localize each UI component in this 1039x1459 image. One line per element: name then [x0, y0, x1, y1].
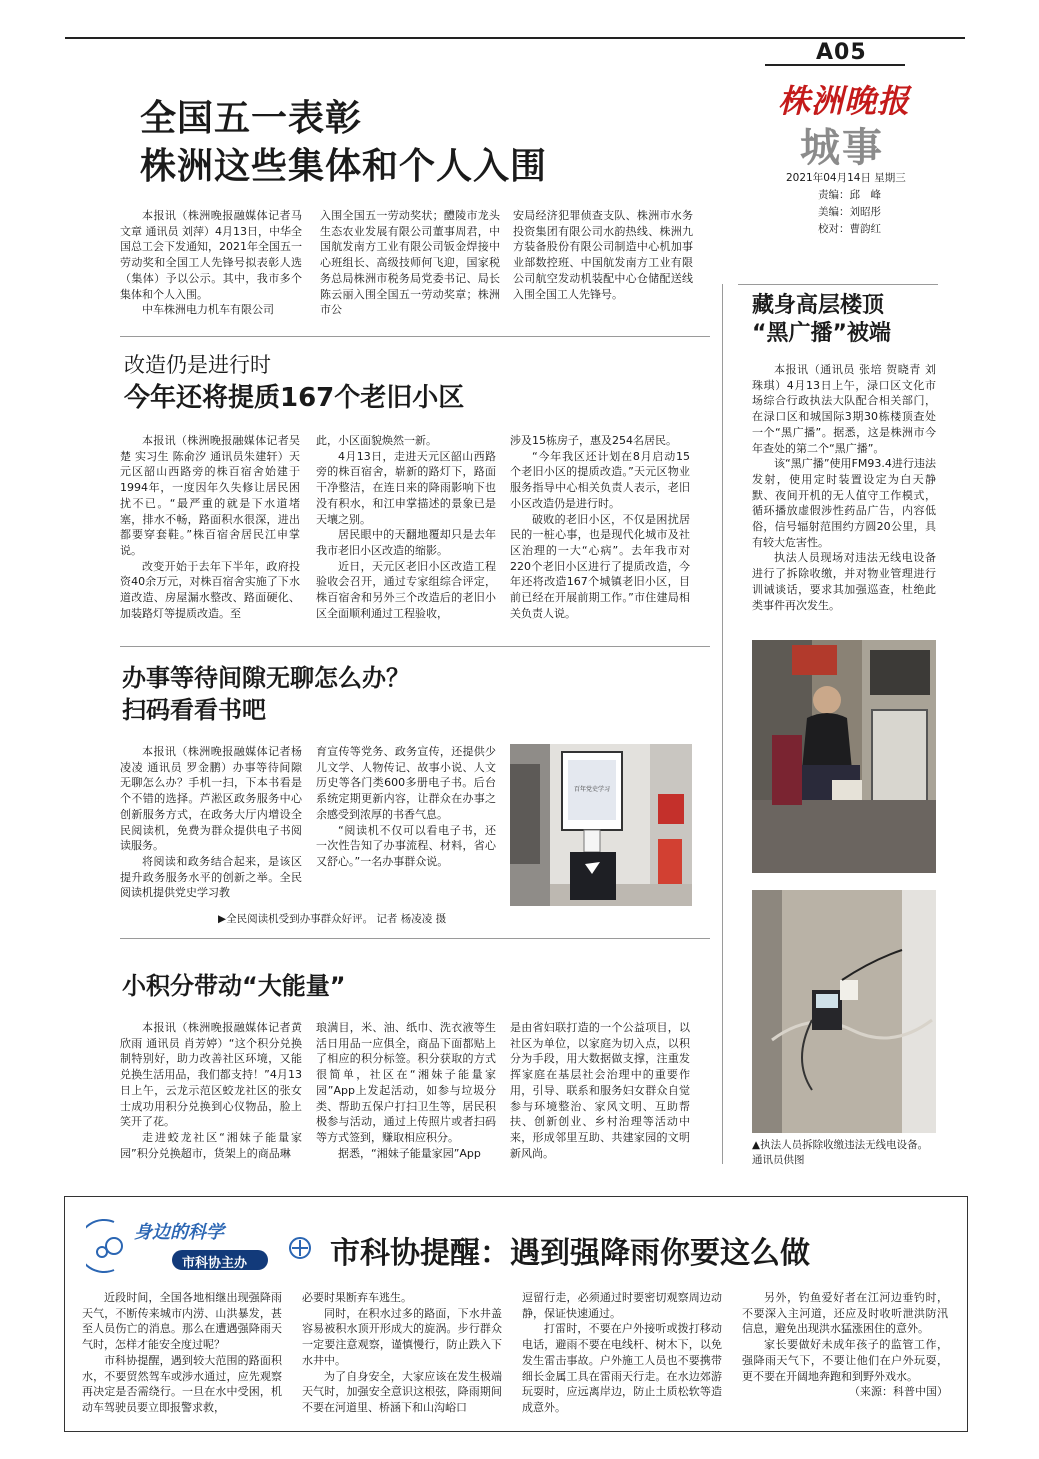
device-illustration — [752, 890, 936, 1133]
reading-col-2: 育宣传等党务、政务宣传，还提供少儿文学、人物传记、故事小说、人文历史等各门类600多册电子书。后台系统定期更新内容，让群众在办事之余感受到浓厚的书香气息。 “阅读机不仅可以看电子书，还一次性告知了办事流程、材料，省心又舒心。”一名办事群众说。 — [316, 745, 496, 868]
designer-credit: 美编：刘昭彤 — [818, 206, 881, 218]
section-name: 城事 — [800, 124, 884, 171]
reading-machine-illustration — [510, 744, 692, 906]
top-rule — [65, 37, 965, 39]
oldcomm-col-2: 此，小区面貌焕然一新。 4月13日，走进天元区韶山西路旁的株百宿舍，崭新的路灯下，路面干净整洁，在连日来的降雨影响下也没有积水，和江申掌描述的景象已是天壤之别。 居民眼中的天翻地覆却只是去年我市老旧小区改造的缩影。 近日，天元区老旧小区改造工程验收会召开，通过专家组综合评定，株百宿舍和另外三个改造后的老旧小区全面顺利通过工程验收， — [316, 434, 496, 620]
science-col-2: 必要时果断弃车逃生。 同时，在积水过多的路面，下水井盖容易被积水顶开形成大的旋涡。步行群众一定要注意观察，谨慎慢行，防止跌入下水井中。 为了自身安全，大家应该在发生极端天气时，加强安全意识这根弦，降雨期间不要在河道里、桥涵下和山沟峪口 — [302, 1291, 502, 1414]
divider — [120, 646, 710, 647]
divider — [738, 284, 938, 285]
points-col-1: 本报讯（株洲晚报融媒体记者黄欣雨 通讯员 肖芳婷）“这个积分兑换制特别好，助力改善社区环境，又能兑换生活用品，我们都支持！”4月13日上午，云龙示范区蛟龙社区的张女士成功用积分兑换到心仪物品，脸上笑开了花。 走进蛟龙社区“湘妹子能量家园”积分兑换超市，货架上的商品琳 — [120, 1021, 302, 1160]
oldcomm-subheadline: 改造仍是进行时 — [124, 353, 271, 377]
reading-headline-1: 办事等待间隙无聊怎么办？ — [122, 664, 410, 692]
issue-date: 2021年04月14日 星期三 — [786, 172, 906, 184]
oldcomm-col-1: 本报讯（株洲晚报融媒体记者吴楚 实习生 陈俞汐 通讯员朱建轩）天元区韶山西路旁的株百宿舍始建于1994年，一度因年久失修让居民困扰不已。“最严重的就是下水道堵塞，排水不畅，路面积水很深，进出都要穿套鞋。”株百宿舍居民江申掌说。 改变开始于去年下半年，政府投资40余万元，对株百宿舍实施了下水道改造、房屋漏水整改、路面硬化、加装路灯等提质改造。至 — [120, 434, 300, 620]
science-headline: 市科协提醒：遇到强降雨你要这么做 — [330, 1236, 810, 1271]
points-col-3: 是由省妇联打造的一个公益项目，以社区为单位，以家庭为切入点，以积分为手段，用大数据做支撑，注重发挥家庭在基层社会治理中的重要作用，引导、联系和服务妇女群众自觉参与环境整治、家风文明、互助帮扶、创新创业、乡村治理等活动中来，形成邻里互助、共建家园的文明新风尚。 — [510, 1021, 690, 1160]
broadcast-headline-2: “黑广播”被端 — [752, 321, 891, 346]
oldcomm-col-3: 涉及15栋房子，惠及254名居民。 “今年我区还计划在8月启动15个老旧小区的提质改造。”天元区物业服务指导中心相关负责人表示，老旧小区改造仍是进行时。 破败的老旧小区，不仅是困扰居民的一桩心事，也是现代化城市及社区治理的一大“心病”。去年我市对220个老旧小区进行了提质改造，今年还将改造167个城镇老旧小区，目前已经在开展前期工作。”市住建局相关负责人说。 — [510, 434, 690, 620]
divider — [120, 938, 710, 939]
officer-illustration — [752, 640, 936, 873]
column-divider — [722, 284, 723, 1164]
points-col-2: 琅满目，米、油、纸巾、洗衣液等生活日用品一应俱全，商品下面都贴上了相应的积分标签。积分获取的方式很简单，社区在“湘妹子能量家园”App上发起活动，如参与垃圾分类、帮助五保户打扫卫生等，居民积极参与活动，通过上传照片或者扫码等方式签到，赚取相应积分。 据悉，“湘妹子能量家园”App — [316, 1021, 496, 1160]
lead-headline-1: 全国五一表彰 — [140, 98, 363, 139]
broadcast-photo-caption: ▲执法人员拆除收缴违法无线电设备。 通讯员供图 — [752, 1139, 929, 1166]
reading-col-1: 本报讯（株洲晚报融媒体记者杨凌凌 通讯员 罗金鹏）办事等待间隙无聊怎么办？手机一扫，下本书看是个不错的选择。芦淞区政务服务中心创新服务方式，在政务大厅内增设全民阅读机，免费为群众提供电子书阅读服务。 将阅读和政务结合起来，是该区提升政务服务水平的创新之举。全民阅读机提供党史学习教 — [120, 745, 302, 900]
science-source: （来源：科普中国） — [849, 1385, 948, 1399]
lead-col-1: 本报讯（株洲晚报融媒体记者马文章 通讯员 刘萍）4月13日，中华全国总工会下发通知，2021年全国五一劳动奖和全国工人先锋号拟表彰人选（集体）予以公示。其中，我市多个集体和个人入围。 中车株洲电力机车有限公司 — [120, 209, 302, 316]
broadcast-body: 本报讯（通讯员 张培 贺晓青 刘珠琪）4月13日上午，渌口区文化市场综合行政执法大队配合相关部门，在渌口区和城国际3期30栋楼顶查处一个“黑广播”。据悉，这是株洲市今年查处的第二个“黑广播”。 该“黑广播”使用FM93.4进行违法发射，使用定时装置设定为白天静默、夜间开机的无人值守工作模式，循环播放虚假涉性药品广告，内容低俗，信号辐射范围约方圆20公里，具有较大危害性。 执法人员现场对违法无线电设备进行了拆除收缴，并对物业管理进行训诫谈话，要求其加强巡查，杜绝此类事件再次发生。 — [752, 363, 936, 612]
photo-reading-machine — [510, 744, 692, 906]
photo-radio-device — [752, 890, 936, 1133]
broadcast-headline-1: 藏身高层楼顶 — [752, 293, 885, 318]
points-headline: 小积分带动“大能量” — [122, 972, 346, 1000]
lead-col-3: 安局经济犯罪侦查支队、株洲市水务投资集团有限公司水韵热线、株洲九方装备股份有限公司制造中心机加事业部数控班、中国航发南方工业有限公司航空发动机装配中心仓储配送线入围全国工人先锋号。 — [513, 209, 693, 301]
science-col-1: 近段时间，全国各地相继出现强降雨天气，不断传来城市内涝、山洪暴发，甚至人员伤亡的消息。那么在遭遇强降雨天气时，怎样才能安全度过呢？ 市科协提醒，遇到较大范围的路面积水，不要贸然驾车或涉水通过，应先观察再决定是否需绕行。一旦在水中受困，机动车驾驶员要立即报警求救， — [82, 1291, 282, 1414]
science-col-4: 另外，钓鱼爱好者在江河边垂钓时，不要深入主河道，还应及时收听泄洪防汛信息，避免出现洪水猛涨困住的意外。 家长要做好未成年孩子的监管工作，强降雨天气下，不要让他们在户外玩耍，更不要在开阔地奔跑和到野外戏水。 （来源：科普中国） — [742, 1291, 948, 1399]
photo-enforcement-officer — [752, 640, 936, 873]
oldcomm-headline: 今年还将提质167个老旧小区 — [124, 383, 465, 413]
science-badge — [86, 1214, 316, 1278]
divider — [120, 336, 710, 337]
science-col-3: 逗留行走，必须通过时要密切观察周边动静，保证快速通过。 打雷时，不要在户外接听或拨打移动电话，避雨不要在电线杆、树木下，以免发生雷击事故。户外施工人员也不要携带细长金属工具在雷雨天行走。在水边郊游玩耍时，应远离岸边，防止土质松软等造成意外。 — [522, 1291, 722, 1414]
newspaper-logo: 株洲晚报 — [778, 82, 911, 120]
science-badge-title: 身边的科学 — [134, 1222, 224, 1243]
lead-headline-2: 株洲这些集体和个人入围 — [140, 146, 548, 187]
reading-machine-screen-label: 百年党史学习 — [574, 786, 611, 793]
editor-credit: 责编：邱 峰 — [818, 189, 881, 201]
page-number: A05 — [816, 40, 867, 65]
science-badge-host: 市科协主办 — [182, 1256, 248, 1271]
proofreader-credit: 校对：曹韵红 — [818, 223, 881, 235]
masthead-meta — [786, 170, 926, 238]
reading-photo-caption: ▶全民阅读机受到办事群众好评。 记者 杨凌凌 摄 — [218, 913, 447, 925]
lead-col-2: 入围全国五一劳动奖状；醴陵市龙头生态农业发展有限公司董事周君，中国航发南方工业有限公司钣金焊接中心班组长、高级技师何飞迎，国家税务总局株洲市税务局党委书记、局长陈云丽入围全国五一劳动奖章；株洲市公 — [320, 209, 500, 316]
reading-headline-2: 扫码看看书吧 — [122, 696, 266, 724]
